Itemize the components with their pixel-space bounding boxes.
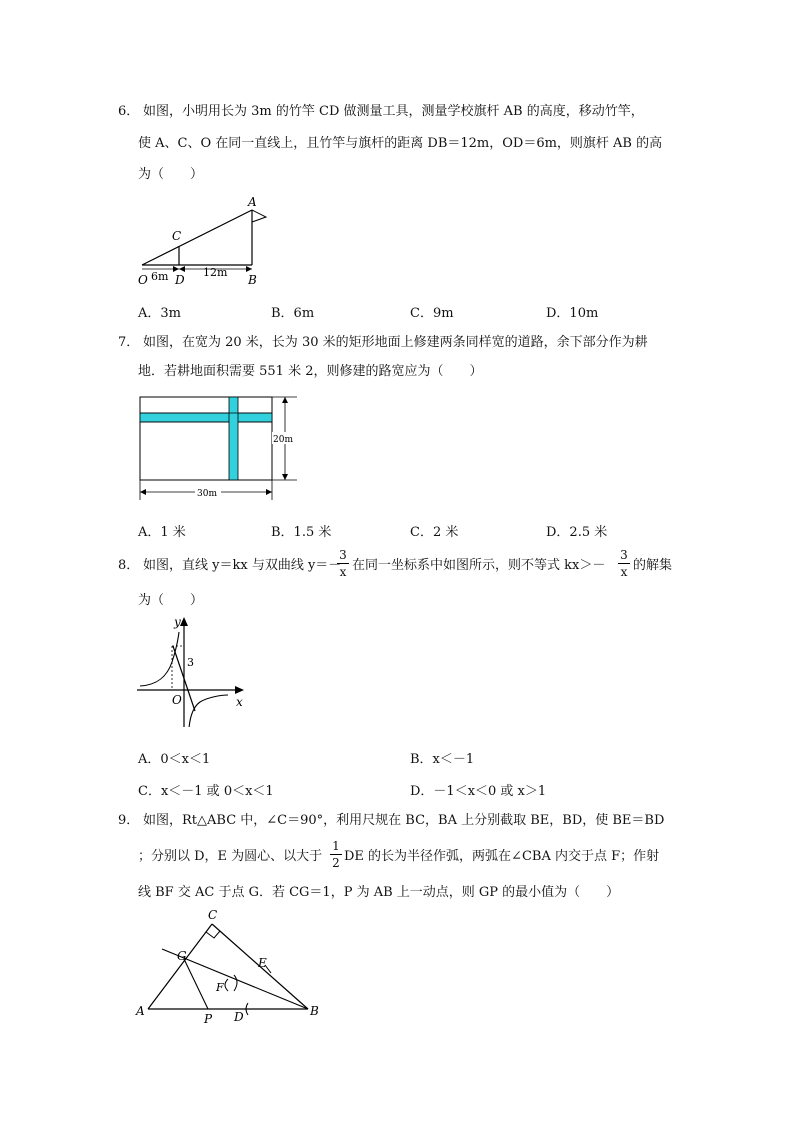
label-e: E <box>258 956 267 970</box>
question-number: 8． <box>118 558 140 573</box>
question-text-line: 如图，小明用长为 3m 的竹竿 CD 做测量工具，测量学校旗杆 AB 的高度，移动竹竿， <box>143 104 644 119</box>
fraction-denominator: 2 <box>332 856 340 870</box>
triangle-figure <box>130 905 330 1030</box>
option-b[interactable]: B．6m <box>271 306 315 321</box>
origin-label: O <box>172 693 182 707</box>
question-text-line: DE 的长为半径作弧，两弧在∠CBA 内交于点 F；作射 <box>344 849 660 864</box>
field-figure <box>135 390 305 505</box>
label-od: 6m <box>151 270 169 283</box>
question-text-line: 在同一坐标系中如图所示，则不等式 kx＞－ <box>352 558 606 573</box>
label-d: D <box>234 1010 244 1024</box>
label-height: 20m <box>273 435 293 445</box>
option-c[interactable]: C．2 米 <box>410 525 459 540</box>
fraction-bar <box>618 563 630 564</box>
question-text-line: 为（ ） <box>138 593 204 608</box>
question-text-line: 如图，Rt△ABC 中，∠C＝90°，利用尺规在 BC，BA 上分别截取 BE，BD，使 BE＝BD <box>143 813 665 828</box>
option-a[interactable]: A．3m <box>138 306 181 321</box>
label-g: G <box>177 949 187 963</box>
question-number: 7． <box>118 335 140 350</box>
option-d[interactable]: D．－1＜x＜0 或 x＞1 <box>410 784 547 799</box>
tick-label-3: 3 <box>187 656 194 669</box>
label-o: O <box>138 273 148 287</box>
label-width: 30m <box>197 489 217 499</box>
question-text-line: 地．若耕地面积需要 551 米 2，则修建的路宽应为（ ） <box>138 364 483 379</box>
option-c[interactable]: C．9m <box>410 306 454 321</box>
option-d[interactable]: D．2.5 米 <box>546 525 608 540</box>
question-text-line: 的解集 <box>633 558 673 573</box>
label-a: A <box>136 1004 145 1018</box>
question-text-line: 线 BF 交 AC 于点 G．若 CG＝1，P 为 AB 上一动点，则 GP 的最小值为（ ） <box>138 885 620 900</box>
label-c: C <box>208 908 218 922</box>
fraction-bar <box>337 563 349 564</box>
axis-label-x: x <box>236 695 243 709</box>
graph-figure <box>132 612 257 727</box>
label-b: B <box>310 1004 319 1018</box>
option-b[interactable]: B．x＜－1 <box>410 752 475 767</box>
option-a[interactable]: A．1 米 <box>138 525 186 540</box>
label-db: 12m <box>203 266 228 279</box>
question-text-line: 如图，直线 y＝kx 与双曲线 y＝－ <box>143 558 342 573</box>
question-text-line: 如图，在宽为 20 米，长为 30 米的矩形地面上修建两条同样宽的道路，余下部分作为耕 <box>143 335 648 350</box>
flagpole-figure <box>130 190 280 290</box>
fraction-numerator: 3 <box>620 548 628 562</box>
label-b: B <box>248 273 257 287</box>
question-number: 9． <box>118 813 140 828</box>
label-d: D <box>175 273 185 287</box>
fraction-numerator: 1 <box>332 839 340 853</box>
label-p: P <box>204 1012 213 1026</box>
axis-label-y: y <box>174 615 181 629</box>
option-b[interactable]: B．1.5 米 <box>271 525 332 540</box>
fraction-denominator: x <box>620 565 628 579</box>
fraction-bar <box>330 854 342 855</box>
option-d[interactable]: D．10m <box>546 306 599 321</box>
label-c: C <box>172 229 182 243</box>
question-text-line: 使 A、C、O 在同一直线上，且竹竿与旗杆的距离 DB＝12m，OD＝6m，则旗杆 AB 的高 <box>138 136 663 151</box>
question-number: 6． <box>118 104 140 119</box>
option-c[interactable]: C．x＜－1 或 0＜x＜1 <box>138 784 274 799</box>
option-a[interactable]: A．0＜x＜1 <box>138 752 211 767</box>
fraction-numerator: 3 <box>339 548 347 562</box>
question-text-line: ；分别以 D，E 为圆心、以大于 <box>138 849 323 864</box>
question-text-line: 为（ ） <box>138 167 204 182</box>
label-a: A <box>248 195 257 209</box>
label-f: F <box>216 981 224 994</box>
fraction-denominator: x <box>339 565 347 579</box>
